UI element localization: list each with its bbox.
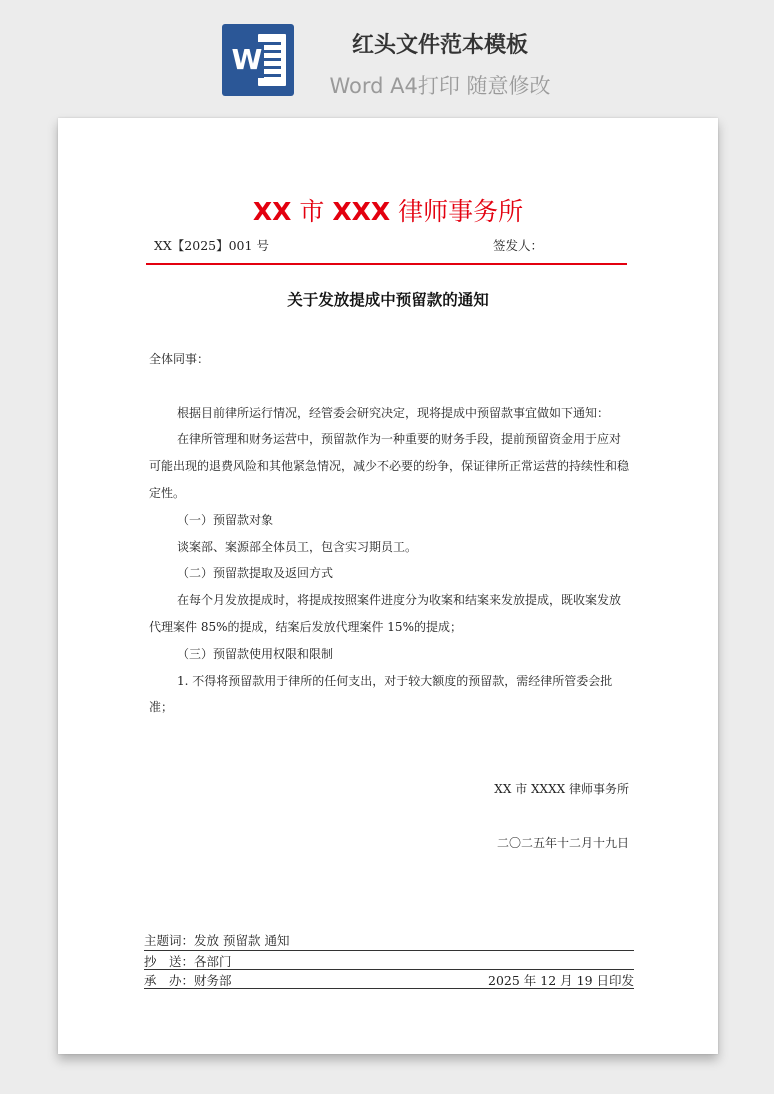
issue-date: 2025 年 12 月 19 日印发	[488, 973, 634, 988]
section-heading: （一）预留款对象	[177, 512, 274, 527]
footer-organizer	[144, 971, 634, 989]
document-body	[149, 346, 629, 721]
title-suffix: 律师事务所	[390, 197, 524, 226]
signoff-organization: XX 市 XXXX 律师事务所	[494, 782, 629, 796]
footer-rule	[144, 950, 634, 951]
word-letter: W	[231, 43, 263, 76]
body-paragraph: 在每个月发放提成时，将提成按照案件进度分为收案和结案来发放提成，既收案发放代理案件 85%的提成，结案后发放代理案件 15%的提成；	[149, 593, 622, 634]
body-paragraph: 根据目前律所运行情况，经管委会研究决定，现将提成中预留款事宜做如下通知：	[177, 405, 610, 420]
title-prefix: XX	[252, 197, 292, 226]
footer-rule	[144, 969, 634, 970]
template-title: 红头文件范本模板	[351, 33, 528, 58]
red-header-title	[58, 192, 718, 228]
organizer-value: 财务部	[194, 973, 232, 988]
word-app-icon	[222, 24, 294, 96]
footer-keywords: 主题词：发放 预留款 通知	[144, 933, 290, 948]
body-paragraph: 在律所管理和财务运营中，预留款作为一种重要的财务手段，提前预留资金用于应对可能出现的退费风险和其他紧急情况，减少不必要的纷争，保证律所正常运营的持续性和稳定性。	[149, 432, 630, 500]
cc-label: 抄 送：	[144, 954, 195, 969]
blank-line	[149, 373, 629, 400]
document-subject: 关于发放提成中预留款的通知	[287, 291, 489, 309]
document-page	[58, 118, 718, 1054]
cc-value: 各部门	[194, 954, 232, 969]
organizer-label: 承 办：	[144, 973, 195, 988]
footer-rule	[144, 988, 634, 989]
section-heading: （三）预留款使用权限和限制	[177, 646, 334, 661]
signer-label: 签发人：	[493, 238, 544, 253]
red-divider	[146, 263, 627, 265]
body-paragraph: 1. 不得将预留款用于律所的任何支出，对于较大额度的预留款，需经律所管委会批准；	[149, 673, 613, 715]
title-xxx: XXX	[332, 197, 391, 226]
signoff-date: 二〇二五年十二月十九日	[496, 836, 629, 850]
template-subtitle: Word A4打印 随意修改	[329, 74, 551, 98]
document-number: XX【2025】001 号	[154, 238, 269, 253]
body-paragraph: 谈案部、案源部全体员工，包含实习期员工。	[177, 539, 418, 554]
section-heading: （二）预留款提取及返回方式	[177, 566, 334, 581]
footer-cc	[144, 952, 634, 970]
title-city: 市	[291, 197, 333, 226]
salutation: 全体同事：	[149, 352, 210, 366]
template-header	[0, 0, 774, 110]
